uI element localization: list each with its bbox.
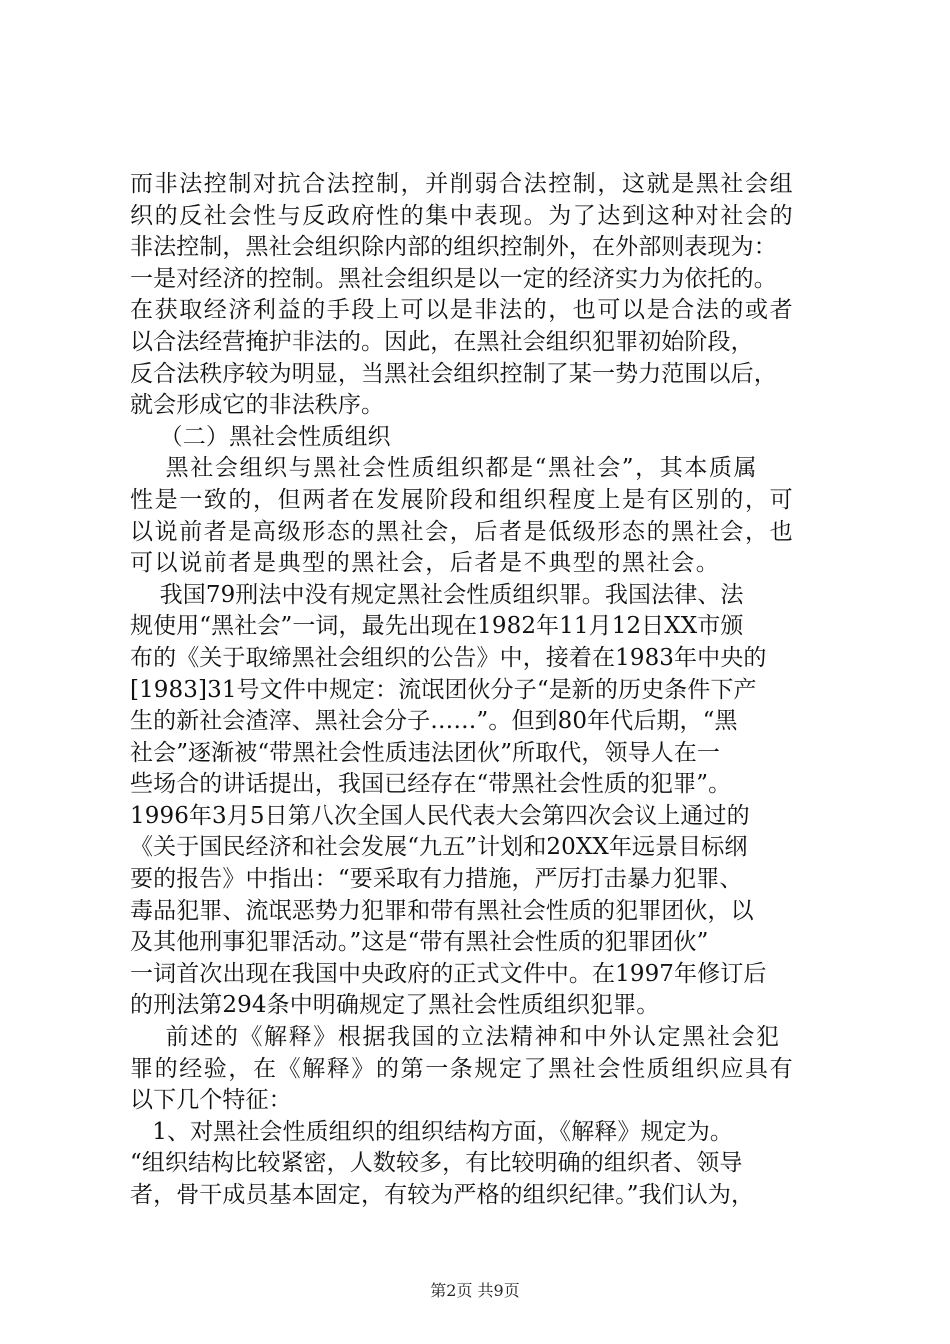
- text-line: 的刑法第294条中明确规定了黑社会性质组织犯罪。: [130, 992, 660, 1019]
- text-line: 性是一致的，但两者在发展阶段和组织程度上是有区别的，可: [130, 486, 795, 513]
- text-line: 要的报告》中指出：“要采取有力措施，严厉打击暴力犯罪、: [130, 866, 743, 893]
- text-line: 我国79刑法中没有规定黑社会性质组织罪。我国法律、法: [130, 581, 744, 608]
- text-line: 及其他刑事犯罪活动。”这是“带有黑社会性质的犯罪团伙”: [130, 929, 709, 956]
- text-line: 规使用“黑社会”一词，最先出现在1982年11月12日XX市颁: [130, 613, 744, 640]
- text-line: 《关于国民经济和社会发展“九五”计划和20XX年远景目标纲: [130, 834, 748, 861]
- text-line: 1、对黑社会性质组织的组织结构方面，《解释》规定为。: [130, 1118, 733, 1145]
- text-line: 些场合的讲话提出，我国已经存在“带黑社会性质的犯罪”。: [130, 771, 732, 798]
- text-line: 一是对经济的控制。黑社会组织是以一定的经济实力为依托的。: [130, 265, 777, 292]
- section-heading: （二）黑社会性质组织: [130, 423, 391, 450]
- page-number-footer: 第2页 共9页: [430, 1281, 520, 1300]
- text-line: 生的新社会渣滓、黑社会分子……”。但到80年代后期，“黑: [130, 708, 738, 735]
- text-line: 可以说前者是典型的黑社会，后者是不典型的黑社会。: [130, 550, 721, 577]
- text-line: 而非法控制对抗合法控制，并削弱合法控制，这就是黑社会组: [130, 171, 795, 197]
- text-line: 者，骨干成员基本固定，有较为严格的组织纪律。”我们认为，: [130, 1182, 755, 1208]
- text-line: 社会”逐渐被“带黑社会性质违法团伙”所取代，领导人在一: [130, 739, 720, 766]
- text-line: 反合法秩序较为明显，当黑社会组织控制了某一势力范围以后，: [130, 360, 777, 387]
- text-line: “组织结构比较紧密，人数较多，有比较明确的组织者、领导: [130, 1150, 743, 1177]
- text-line: 黑社会组织与黑社会性质组织都是“黑社会”，其本质属: [130, 455, 759, 482]
- text-line: 非法控制，黑社会组织除内部的组织控制外，在外部则表现为：: [130, 234, 777, 261]
- text-line: 以下几个特征：: [130, 1087, 292, 1114]
- text-line: 一词首次出现在我国中央政府的正式文件中。在1997年修订后: [130, 960, 767, 987]
- document-body: [130, 169, 835, 1212]
- text-line: [1983]31号文件中规定：流氓团伙分子“是新的历史条件下产: [130, 676, 757, 703]
- text-line: 毒品犯罪、流氓恶势力犯罪和带有黑社会性质的犯罪团伙，以: [130, 897, 754, 924]
- text-line: 织的反社会性与反政府性的集中表现。为了达到这种对社会的: [130, 202, 795, 229]
- text-line: 以说前者是高级形态的黑社会，后者是低级形态的黑社会，也: [130, 518, 795, 545]
- text-line: 在获取经济利益的手段上可以是非法的，也可以是合法的或者: [130, 297, 795, 324]
- text-line: 以合法经营掩护非法的。因此，在黑社会组织犯罪初始阶段，: [130, 328, 754, 355]
- text-line: 布的《关于取缔黑社会组织的公告》中，接着在1983年中央的: [130, 644, 767, 671]
- text-line: 就会形成它的非法秩序。: [130, 392, 385, 419]
- text-line: 1996年3月5日第八次全国人民代表大会第四次会议上通过的: [130, 802, 750, 829]
- text-line: 前述的《解释》根据我国的立法精神和中外认定黑社会犯: [130, 1024, 781, 1051]
- text-line: 罪的经验，在《解释》的第一条规定了黑社会性质组织应具有: [130, 1055, 795, 1082]
